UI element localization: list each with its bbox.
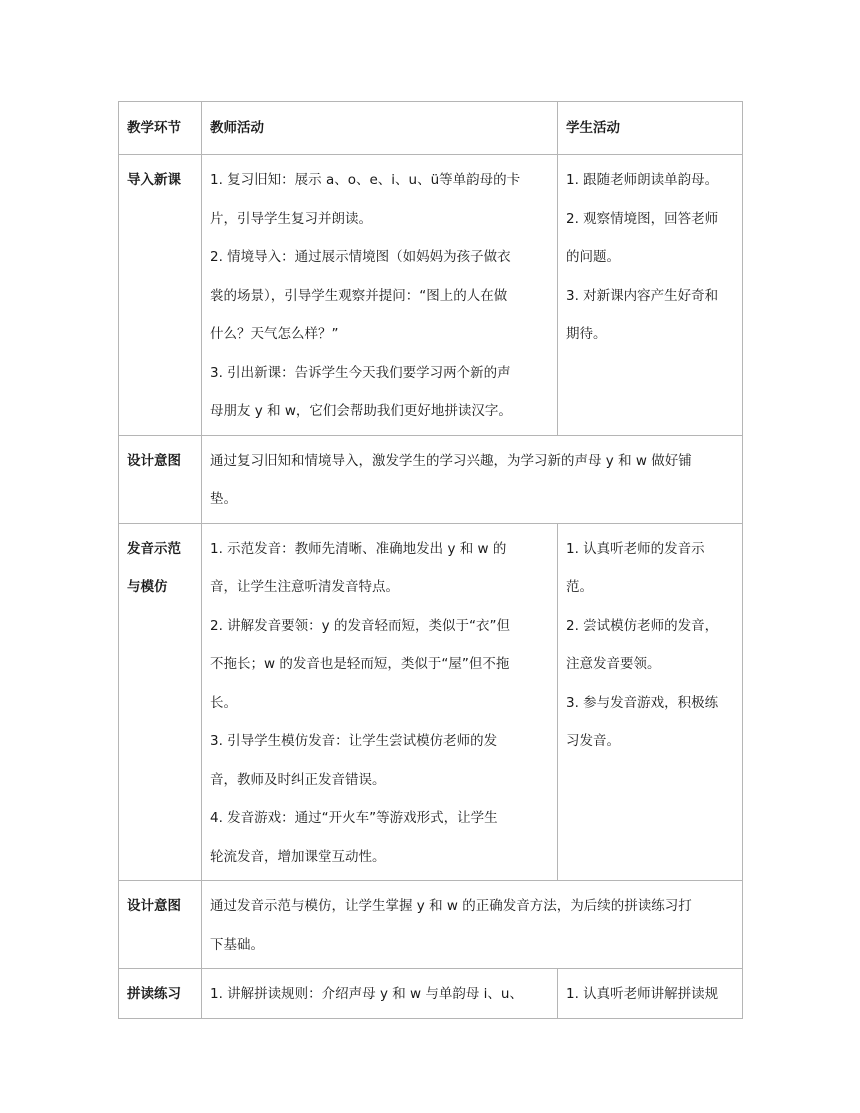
student-line: 3. 对新课内容产生好奇和 — [566, 287, 719, 304]
teacher-line: 长。 — [210, 694, 237, 711]
stage-label: 设计意图 — [127, 452, 181, 469]
stage-label: 发音示范 — [127, 540, 181, 557]
stage-label: 与模仿 — [127, 579, 168, 595]
teacher-line: 音，让学生注意听清发音特点。 — [210, 579, 399, 595]
intent-line: 通过发音示范与模仿，让学生掌握 y 和 w 的正确发音方法，为后续的拼读练习打 — [210, 898, 692, 914]
lesson-plan-table — [118, 101, 743, 1019]
intent-line: 下基础。 — [210, 936, 264, 953]
student-line: 1. 认真听老师讲解拼读规 — [566, 986, 719, 1002]
header-teacher-activity: 教师活动 — [202, 102, 558, 155]
stage-label: 导入新课 — [127, 172, 181, 188]
design-intent-cell — [202, 881, 743, 969]
teacher-line: 裳的场景），引导学生观察并提问：“图上的人在做 — [210, 287, 508, 304]
teacher-line: 2. 情境导入：通过展示情境图（如妈妈为孩子做衣 — [210, 249, 511, 265]
student-line: 习发音。 — [566, 733, 620, 749]
student-line: 范。 — [566, 579, 593, 595]
teacher-line: 不拖长；w 的发音也是轻而短，类似于“屋”但不拖 — [210, 656, 510, 672]
teacher-activity-cell — [202, 523, 558, 881]
stage-cell — [119, 155, 202, 436]
student-line: 1. 跟随老师朗读单韵母。 — [566, 172, 719, 188]
student-line: 1. 认真听老师的发音示 — [566, 540, 705, 557]
teacher-line: 1. 复习旧知：展示 a、o、e、i、u、ü等单韵母的卡 — [210, 172, 521, 188]
student-activity-cell — [558, 523, 743, 881]
stage-label: 拼读练习 — [127, 986, 181, 1002]
student-line: 2. 观察情境图，回答老师 — [566, 210, 719, 227]
stage-cell — [119, 435, 202, 523]
student-activity-cell — [558, 155, 743, 436]
table-row — [119, 155, 743, 436]
teacher-line: 1. 讲解拼读规则：介绍声母 y 和 w 与单韵母 i、u、 — [210, 986, 523, 1002]
intent-line: 通过复习旧知和情境导入，激发学生的学习兴趣，为学习新的声母 y 和 w 做好铺 — [210, 452, 692, 469]
teacher-line: 片，引导学生复习并朗读。 — [210, 210, 372, 227]
design-intent-cell — [202, 435, 743, 523]
stage-cell — [119, 969, 202, 1019]
table-header-row — [119, 102, 743, 155]
header-stage: 教学环节 — [119, 102, 202, 155]
student-line: 注意发音要领。 — [566, 656, 661, 672]
student-line: 3. 参与发音游戏，积极练 — [566, 694, 719, 711]
stage-cell — [119, 523, 202, 881]
table-row — [119, 435, 743, 523]
table-row — [119, 969, 743, 1019]
teacher-line: 母朋友 y 和 w，它们会帮助我们更好地拼读汉字。 — [210, 403, 512, 419]
student-line: 期待。 — [566, 326, 607, 342]
table-row — [119, 881, 743, 969]
stage-cell — [119, 881, 202, 969]
teacher-line: 3. 引出新课：告诉学生今天我们要学习两个新的声 — [210, 364, 511, 381]
teacher-line: 2. 讲解发音要领：y 的发音轻而短，类似于“衣”但 — [210, 617, 510, 634]
table-row — [119, 523, 743, 881]
teacher-line: 1. 示范发音：教师先清晰、准确地发出 y 和 w 的 — [210, 540, 507, 557]
teacher-line: 音，教师及时纠正发音错误。 — [210, 771, 386, 788]
teacher-line: 4. 发音游戏：通过“开火车”等游戏形式，让学生 — [210, 810, 498, 826]
teacher-line: 什么？天气怎么样？” — [210, 326, 339, 342]
teacher-activity-cell — [202, 969, 558, 1019]
intent-line: 垫。 — [210, 491, 237, 507]
student-line: 的问题。 — [566, 249, 620, 265]
teacher-activity-cell — [202, 155, 558, 436]
teacher-line: 3. 引导学生模仿发音：让学生尝试模仿老师的发 — [210, 733, 498, 749]
student-activity-cell — [558, 969, 743, 1019]
header-student-activity: 学生活动 — [558, 102, 743, 155]
stage-label: 设计意图 — [127, 898, 181, 914]
teacher-line: 轮流发音，增加课堂互动性。 — [210, 848, 386, 865]
student-line: 2. 尝试模仿老师的发音， — [566, 617, 719, 634]
